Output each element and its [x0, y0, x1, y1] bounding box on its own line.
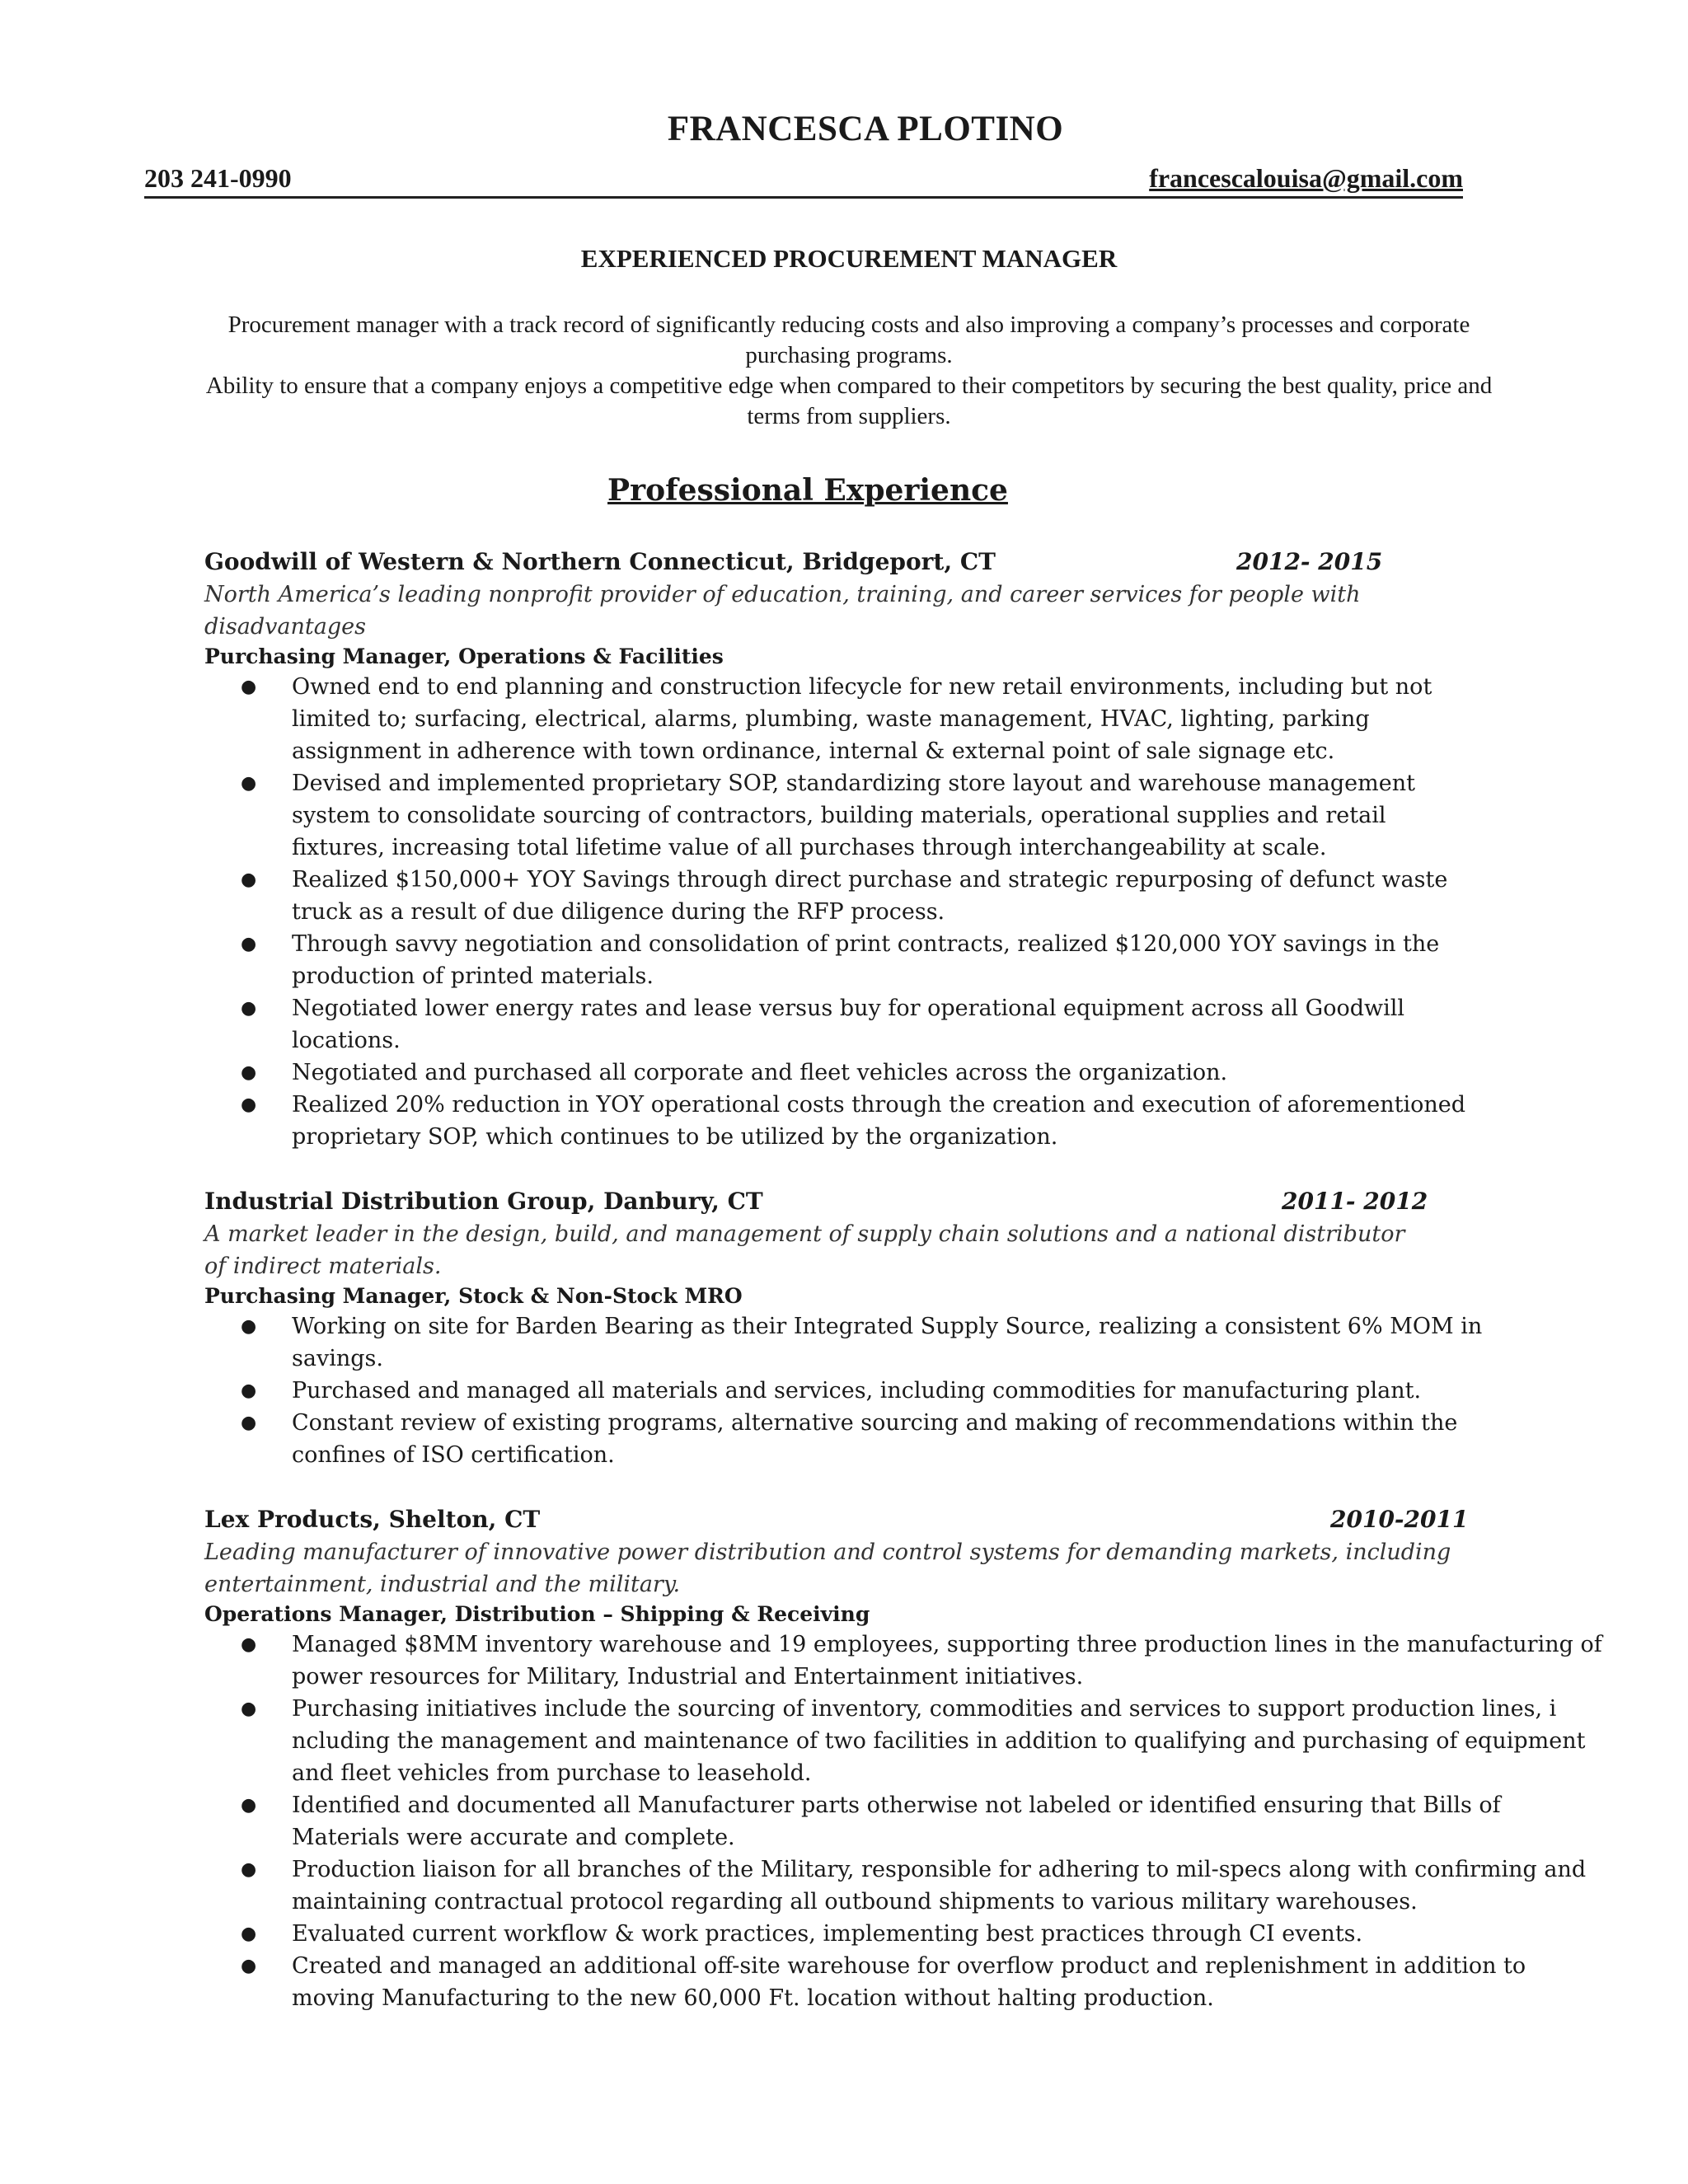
job-header — [204, 1185, 1490, 1218]
summary-line-2: Ability to ensure that a company enjoys a competitive edge when compared to their competitors by securing the best quality, price and terms from suppliers. — [205, 373, 1493, 429]
bullet-item: ● Purchasing initiatives include the sourcing of inventory, commodities and services to support production lines, i ncluding the management and maintenance of two facilities in addition to qualifying and purchasing of equipment and fleet vehicles from purchase to leasehold. — [204, 1693, 1614, 1789]
bullet-item: ● Purchased and managed all materials and services, including commodities for manufacturing plant. — [204, 1375, 1490, 1407]
bullet-item: ● Evaluated current workflow & work practices, implementing best practices through CI events. — [204, 1918, 1614, 1950]
bullet-item: ● Owned end to end planning and construction lifecycle for new retail environments, including but not limited to; surfacing, electrical, alarms, plumbing, waste management, HVAC, lighting, parking assignment in adherence with town ordinance, internal & external point of sale signage etc. — [204, 671, 1474, 767]
job-bullets — [204, 1310, 1490, 1471]
job-lex-products — [204, 1503, 1614, 2014]
job-industrial-distribution — [204, 1185, 1490, 1471]
bullet-item: ● Constant review of existing programs, alternative sourcing and making of recommendations within the confines of ISO certification. — [204, 1407, 1490, 1471]
job-company: Industrial Distribution Group, Danbury, CT — [204, 1188, 763, 1215]
summary-line-1: Procurement manager with a track record of significantly reducing costs and also improving a company’s processes and corporate purchasing programs. — [227, 312, 1470, 368]
bullet-item: ● Negotiated lower energy rates and lease versus buy for operational equipment across all Goodwill locations. — [204, 992, 1474, 1057]
job-role: Operations Manager, Distribution – Shipping & Receiving — [204, 1602, 870, 1626]
job-header — [204, 546, 1474, 579]
phone-number: 203 241-0990 — [144, 163, 292, 193]
contact-line — [144, 163, 1463, 199]
job-dates: 2012- 2015 — [1236, 548, 1383, 575]
job-role: Purchasing Manager, Stock & Non-Stock MRO — [204, 1284, 743, 1308]
candidate-name: FRANCESCA PLOTINO — [667, 110, 1064, 148]
bullet-item: ● Realized $150,000+ YOY Savings through direct purchase and strategic repurposing of defunct waste truck as a result of due diligence during the RFP process. — [204, 864, 1474, 928]
job-bullets — [204, 671, 1474, 1153]
job-description: A market leader in the design, build, and management of supply chain solutions and a national distributor of indirect materials. — [204, 1221, 1405, 1279]
bullet-item: ● Devised and implemented proprietary SOP, standardizing store layout and warehouse management system to consolidate sourcing of contractors, building materials, operational supplies and retail fixtures, increasing total lifetime value of all purchases through interchangeability at scale. — [204, 767, 1474, 864]
email-link[interactable]: francescalouisa@gmail.com — [1149, 163, 1463, 193]
job-goodwill — [204, 546, 1474, 1153]
bullet-item: ● Created and managed an additional off-site warehouse for overflow product and replenishment in addition to moving Manufacturing to the new 60,000 Ft. location without halting production. — [204, 1950, 1614, 2014]
job-role: Purchasing Manager, Operations & Facilities — [204, 644, 724, 668]
job-description: Leading manufacturer of innovative power distribution and control systems for demanding markets, including entertainment, industrial and the military. — [204, 1540, 1451, 1597]
bullet-item: ● Production liaison for all branches of the Military, responsible for adhering to mil-specs along with confirming and maintaining contractual protocol regarding all outbound shipments to various military warehouses. — [204, 1854, 1614, 1918]
job-company: Lex Products, Shelton, CT — [204, 1506, 541, 1533]
job-description: North America’s leading nonprofit provider of education, training, and career services for people with disadvantages — [204, 582, 1361, 640]
bullet-item: ● Through savvy negotiation and consolidation of print contracts, realized $120,000 YOY savings in the production of printed materials. — [204, 928, 1474, 992]
job-header — [204, 1503, 1614, 1536]
job-company: Goodwill of Western & Northern Connecticut, Bridgeport, CT — [204, 548, 996, 575]
summary — [190, 310, 1508, 432]
bullet-item: ● Working on site for Barden Bearing as their Integrated Supply Source, realizing a consistent 6% MOM in savings. — [204, 1310, 1490, 1375]
bullet-item: ● Negotiated and purchased all corporate and fleet vehicles across the organization. — [204, 1057, 1474, 1089]
bullet-item: ● Identified and documented all Manufacturer parts otherwise not labeled or identified ensuring that Bills of Materials were accurate and complete. — [204, 1789, 1614, 1854]
section-title-experience: Professional Experience — [607, 473, 1008, 508]
job-dates: 2011- 2012 — [1282, 1188, 1428, 1215]
job-bullets — [204, 1629, 1614, 2014]
bullet-item: ● Managed $8MM inventory warehouse and 19 employees, supporting three production lines in the manufacturing of power resources for Military, Industrial and Entertainment initiatives. — [204, 1629, 1614, 1693]
job-dates: 2010-2011 — [1330, 1506, 1469, 1533]
resume-headline: EXPERIENCED PROCUREMENT MANAGER — [580, 244, 1118, 273]
bullet-item: ● Realized 20% reduction in YOY operational costs through the creation and execution of aforementioned proprietary SOP, which continues to be utilized by the organization. — [204, 1089, 1474, 1153]
